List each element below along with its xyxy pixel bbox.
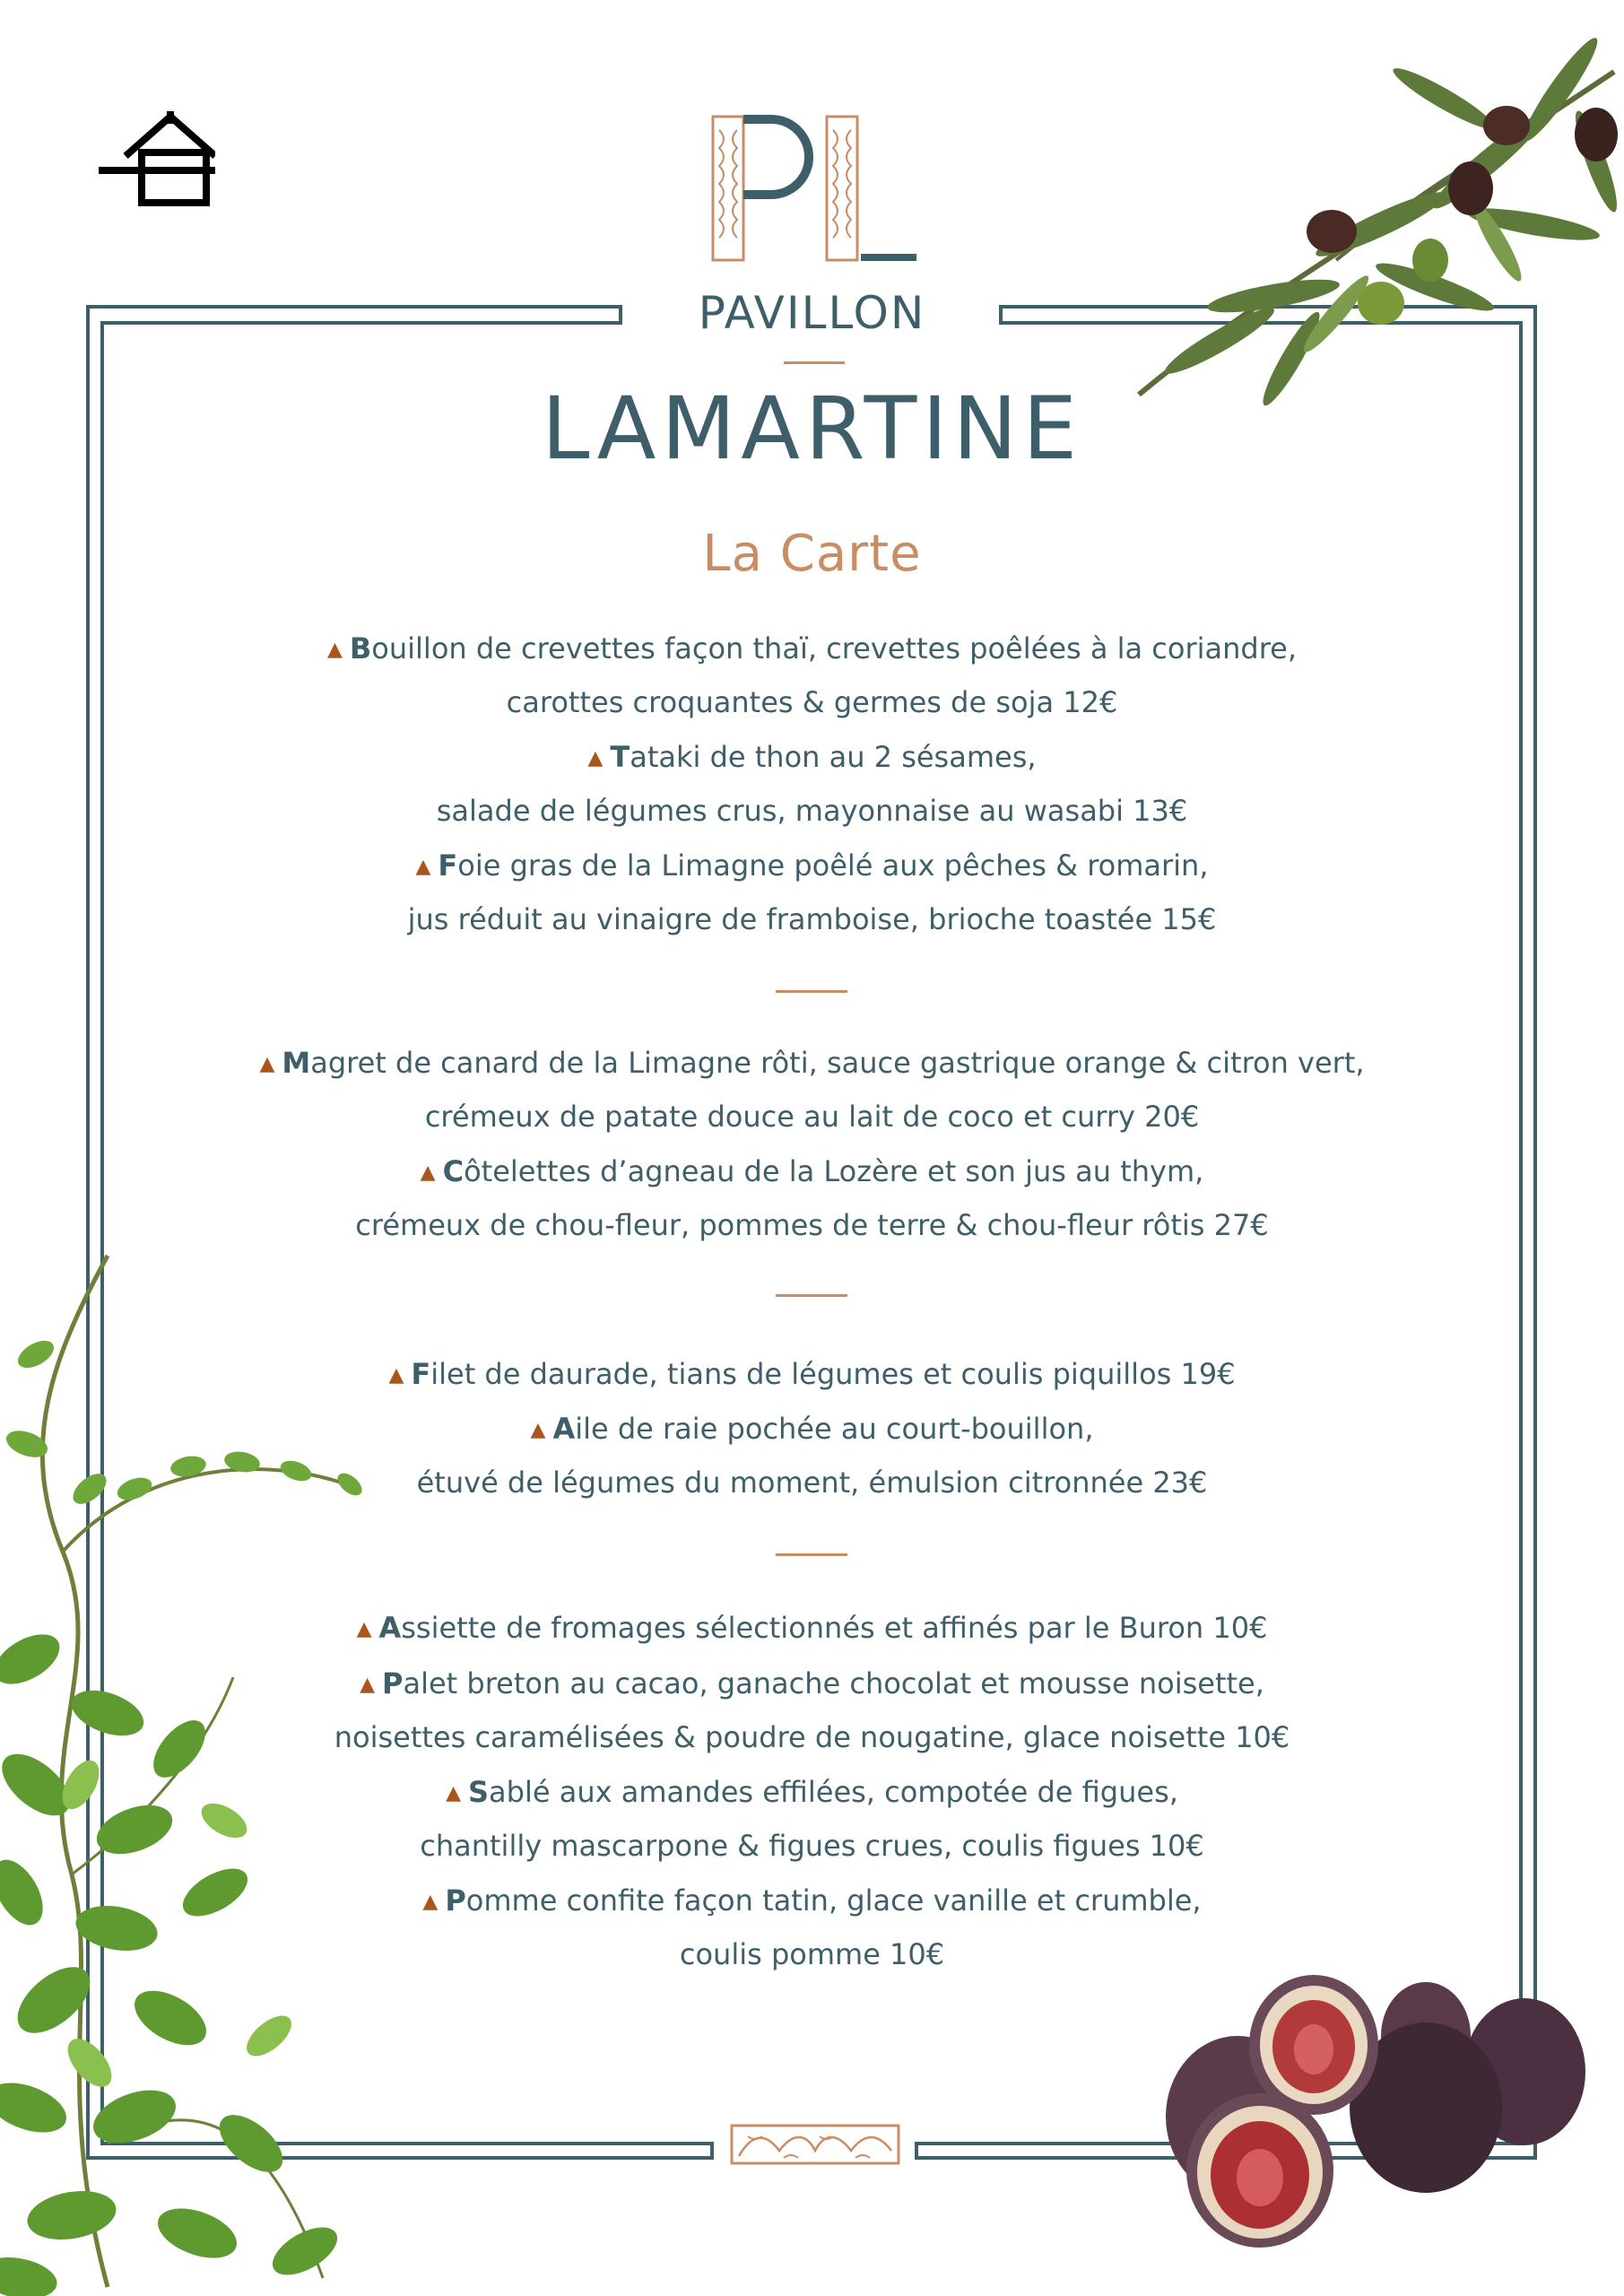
menu-item: ▲ Assiette de fromages sélectionnés et affinés par le Buron 10€ — [356, 1611, 1268, 1645]
brand-name-line2: LAMARTINE — [542, 378, 1082, 479]
olive-branch-illustration — [1112, 18, 1624, 413]
menu-item: ▲ Magret de canard de la Limagne rôti, sauce gastrique orange & citron vert, — [259, 1046, 1365, 1080]
section-divider — [776, 990, 847, 993]
triangle-bullet-icon: ▲ — [259, 1053, 275, 1075]
triangle-bullet-icon: ▲ — [360, 1674, 376, 1696]
section-divider — [776, 1553, 847, 1556]
menu-item-detail: noisettes caramélisées & poudre de nougatine, glace noisette 10€ — [334, 1720, 1290, 1754]
triangle-bullet-icon: ▲ — [356, 1618, 372, 1640]
menu-item: ▲ Bouillon de crevettes façon thaï, crevettes poêlées à la coriandre, — [326, 631, 1298, 665]
menu-item-detail: salade de légumes crus, mayonnaise au wasabi 13€ — [436, 794, 1188, 828]
menu-item-detail: crémeux de patate douce au lait de coco et curry 20€ — [424, 1100, 1200, 1134]
menu-item-detail: crémeux de chou-fleur, pommes de terre & chou-fleur rôtis 27€ — [355, 1208, 1269, 1242]
menu-item-detail: chantilly mascarpone & figues crues, coulis figues 10€ — [420, 1829, 1204, 1863]
menu-item: ▲ Filet de daurade, tians de légumes et coulis piquillos 19€ — [388, 1357, 1236, 1391]
menu-item: ▲ Foie gras de la Limagne poêlé aux pêches & romarin, — [415, 848, 1209, 883]
triangle-bullet-icon: ▲ — [420, 1161, 436, 1184]
menu-item-detail: carottes croquantes & germes de soja 12€ — [506, 685, 1118, 719]
menu-item-detail: coulis pomme 10€ — [679, 1937, 945, 1971]
leaf-ornament-icon — [730, 2124, 900, 2165]
vine-leaves-illustration — [0, 1247, 386, 2296]
menu-item-detail: jus réduit au vinaigre de framboise, brioche toastée 15€ — [407, 902, 1217, 936]
triangle-bullet-icon: ▲ — [530, 1419, 546, 1441]
menu-item: ▲ Côtelettes d’agneau de la Lozère et son jus au thym, — [420, 1154, 1204, 1188]
menu-title: La Carte — [702, 525, 922, 583]
triangle-bullet-icon: ▲ — [587, 747, 604, 770]
brand-name-line1: PAVILLON — [698, 287, 926, 339]
menu-item: ▲ Palet breton au cacao, ganache chocolat et mousse noisette, — [360, 1666, 1264, 1700]
menu-item-detail: étuvé de légumes du moment, émulsion citronnée 23€ — [416, 1465, 1208, 1500]
triangle-bullet-icon: ▲ — [388, 1364, 404, 1387]
brand-monogram-logo — [708, 112, 924, 265]
menu-item: ▲ Aile de raie pochée au court-bouillon, — [530, 1412, 1094, 1446]
figs-illustration — [1157, 1937, 1587, 2251]
house-icon — [99, 109, 215, 208]
menu-item: ▲ Tataki de thon au 2 sésames, — [587, 740, 1037, 774]
section-divider — [776, 1294, 847, 1297]
triangle-bullet-icon: ▲ — [326, 639, 343, 661]
menu-item: ▲ Sablé aux amandes effilées, compotée de figues, — [446, 1775, 1178, 1809]
triangle-bullet-icon: ▲ — [422, 1891, 439, 1913]
menu-item: ▲ Pomme confite façon tatin, glace vanille et crumble, — [422, 1883, 1202, 1918]
brand-divider — [784, 361, 845, 364]
triangle-bullet-icon: ▲ — [415, 856, 431, 878]
triangle-bullet-icon: ▲ — [446, 1782, 461, 1805]
